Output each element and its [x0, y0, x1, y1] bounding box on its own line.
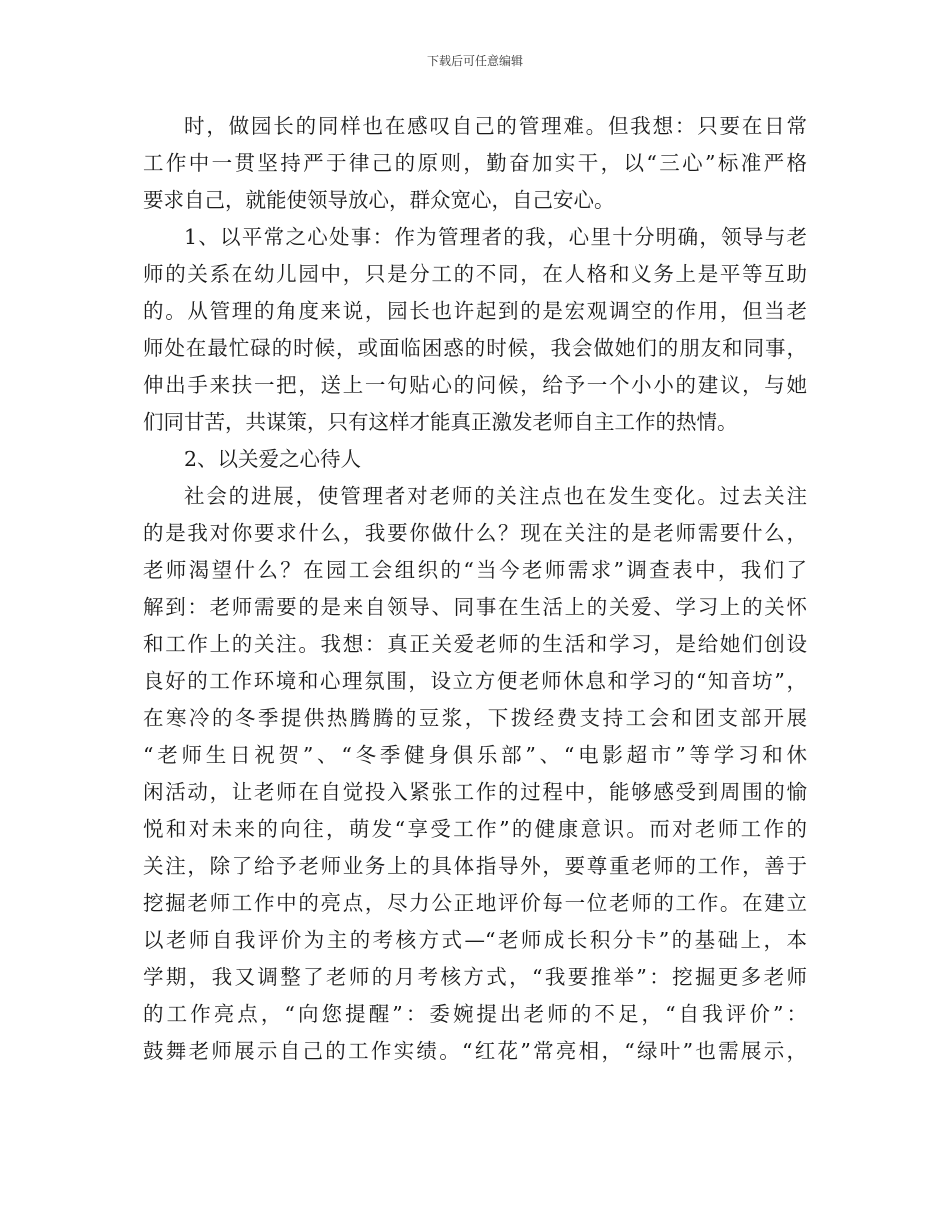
text-line: 工作中一贯坚持严于律己的原则，勤奋加实干，以“三心”标准严格: [143, 151, 807, 175]
text-line: 以老师自我评价为主的考核方式—“老师成长积分卡”的基础上，本: [143, 928, 807, 952]
text-line: 鼓舞老师展示自己的工作实绩。“红花”常亮相，“绿叶”也需展示，: [143, 1039, 807, 1063]
text-line: 1、以平常之心处事：作为管理者的我，心里十分明确，领导与老: [184, 225, 807, 249]
text-line: 在寒冷的冬季提供热腾腾的豆浆，下拨经费支持工会和团支部开展: [143, 706, 807, 730]
text-line: 社会的进展，使管理者对老师的关注点也在发生变化。过去关注: [184, 484, 807, 508]
text-line: 的工作亮点，“向您提醒”：委婉提出老师的不足，“自我评价”：: [143, 1002, 807, 1026]
text-line: 的。从管理的角度来说，园长也许起到的是宏观调空的作用，但当老: [143, 299, 807, 323]
text-line: 和工作上的关注。我想：真正关爱老师的生活和学习，是给她们创设: [143, 632, 807, 656]
text-line: 师的关系在幼儿园中，只是分工的不同，在人格和义务上是平等互助: [143, 262, 807, 286]
text-line: 良好的工作环境和心理氛围，设立方便老师休息和学习的“知音坊”，: [143, 669, 807, 693]
text-line: 闲活动，让老师在自觉投入紧张工作的过程中，能够感受到周围的愉: [143, 780, 807, 804]
text-line: 挖掘老师工作中的亮点，尽力公正地评价每一位老师的工作。在建立: [143, 891, 807, 915]
text-line: 解到：老师需要的是来自领导、同事在生活上的关爱、学习上的关怀: [143, 595, 807, 619]
text-line: 时，做园长的同样也在感叹自己的管理难。但我想：只要在日常: [184, 114, 807, 138]
text-line: 要求自己，就能使领导放心，群众宽心，自己安心。: [143, 188, 615, 212]
text-line: 们同甘苦，共谋策，只有这样才能真正激发老师自主工作的热情。: [143, 410, 738, 434]
text-line: 伸出手来扶一把，送上一句贴心的问候，给予一个小小的建议，与她: [143, 373, 807, 397]
document-body: [143, 108, 807, 1070]
page-header: 下载后可任意编辑: [426, 54, 523, 68]
text-line: “老师生日祝贺”、“冬季健身俱乐部”、“电影超市”等学习和休: [143, 743, 807, 767]
text-line: 师处在最忙碌的时候，或面临困惑的时候，我会做她们的朋友和同事，: [143, 336, 807, 360]
text-line: 老师渴望什么？在园工会组织的“当今老师需求”调查表中，我们了: [143, 558, 807, 582]
text-line: 关注，除了给予老师业务上的具体指导外，要尊重老师的工作，善于: [143, 854, 807, 878]
text-line: 学期，我又调整了老师的月考核方式，“我要推举”：挖掘更多老师: [143, 965, 807, 989]
text-line: 悦和对未来的向往，萌发“享受工作”的健康意识。而对老师工作的: [143, 817, 807, 841]
text-line: 的是我对你要求什么，我要你做什么？现在关注的是老师需要什么，: [143, 521, 807, 545]
section-heading: 2、以关爱之心待人: [184, 447, 362, 471]
